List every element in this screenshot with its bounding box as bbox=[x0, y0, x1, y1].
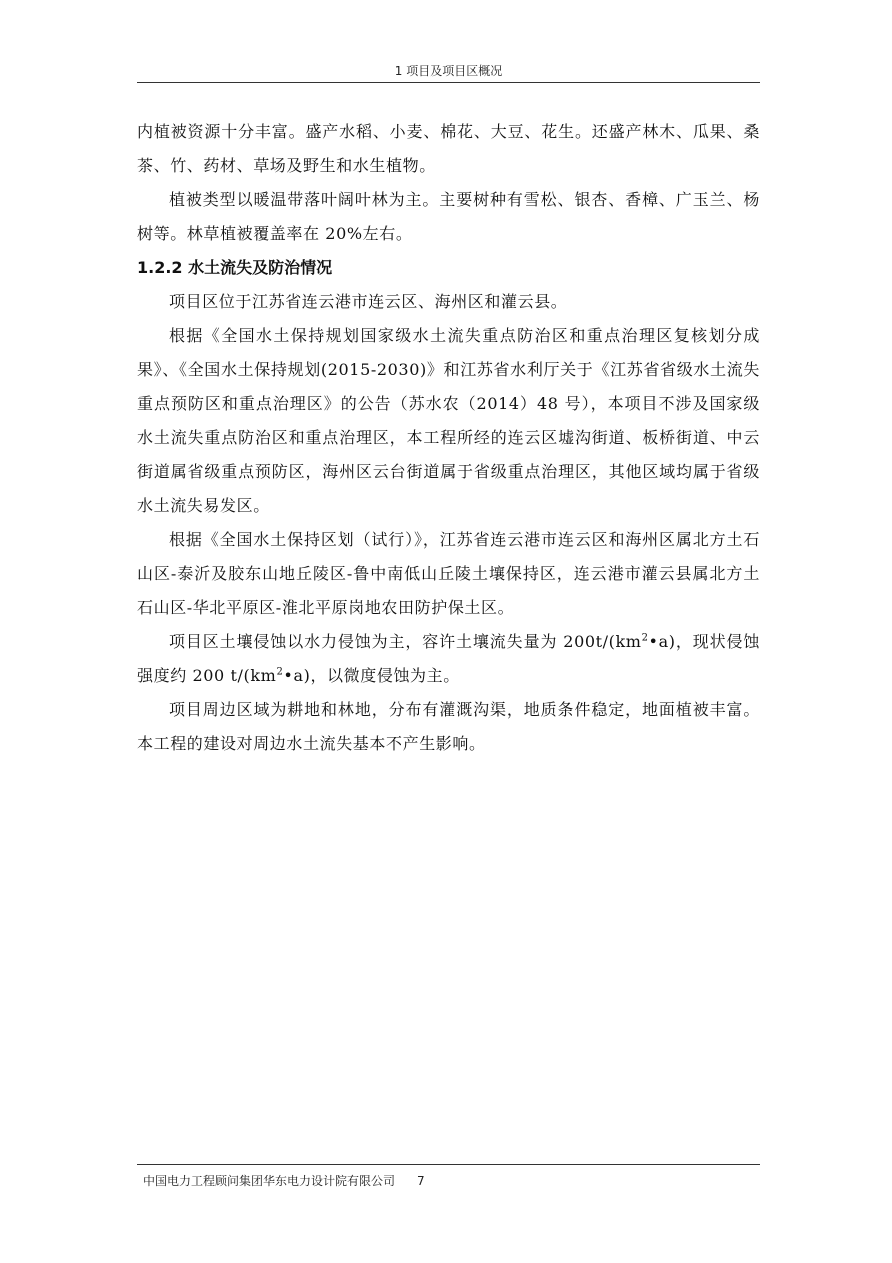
page-number: 7 bbox=[417, 1174, 425, 1188]
erosion-text-c: •a)，以微度侵蚀为主。 bbox=[283, 666, 460, 685]
paragraph-project-location: 项目区位于江苏省连云港市连云区、海州区和灌云县。 bbox=[169, 292, 568, 311]
paragraph-vegetation-types: 植被类型以暖温带落叶阔叶林为主。主要树种有雪松、银杏、香樟、广玉兰、杨树等。林草植被覆盖率在 20%左右。 bbox=[137, 190, 760, 243]
header-title: 1 项目及项目区概况 bbox=[394, 64, 503, 78]
running-header bbox=[137, 62, 760, 83]
paragraph-vegetation-resources: 内植被资源十分丰富。盛产水稻、小麦、棉花、大豆、花生。还盛产林木、瓜果、桑茶、竹、药材、草场及野生和水生植物。 bbox=[137, 122, 760, 175]
paragraph-key-prevention-zones: 根据《全国水土保持规划国家级水土流失重点防治区和重点治理区复核划分成果》、《全国水土保持规划(2015-2030)》和江苏省水利厅关于《江苏省省级水土流失重点预防区和重点治理区》的公告（苏水农（2014）48 号），本项目不涉及国家级水土流失重点防治区和重点治理区，本工程所经的连云区墟沟街道、板桥街道、中云街道属省级重点预防区，海州区云台街道属于省级重点治理区，其他区域均属于省级水土流失易发区。 bbox=[137, 326, 760, 515]
page-body bbox=[137, 115, 760, 761]
footer-organization: 中国电力工程顾问集团华东电力设计院有限公司 bbox=[143, 1174, 396, 1188]
erosion-text-b: •a)，现状侵蚀强度约 200 t/(km bbox=[137, 632, 760, 685]
erosion-text-a: 项目区土壤侵蚀以水力侵蚀为主，容许土壤流失量为 200t/(km bbox=[169, 632, 642, 651]
superscript-2: 2 bbox=[641, 632, 649, 644]
paragraph-soil-conservation-zoning: 根据《全国水土保持区划（试行）》，江苏省连云港市连云区和海州区属北方土石山区-泰沂及胶东山地丘陵区-鲁中南低山丘陵土壤保持区，连云港市灌云县属北方土石山区-华北平原区-淮北平原岗地农田防护保土区。 bbox=[137, 530, 760, 617]
section-heading: 1.2.2 水土流失及防治情况 bbox=[137, 258, 333, 277]
paragraph-surrounding-area: 项目周边区域为耕地和林地，分布有灌溉沟渠，地质条件稳定，地面植被丰富。本工程的建设对周边水土流失基本不产生影响。 bbox=[137, 700, 760, 753]
running-footer bbox=[137, 1164, 760, 1189]
paragraph-erosion-intensity bbox=[137, 625, 760, 693]
superscript-2: 2 bbox=[276, 666, 284, 678]
